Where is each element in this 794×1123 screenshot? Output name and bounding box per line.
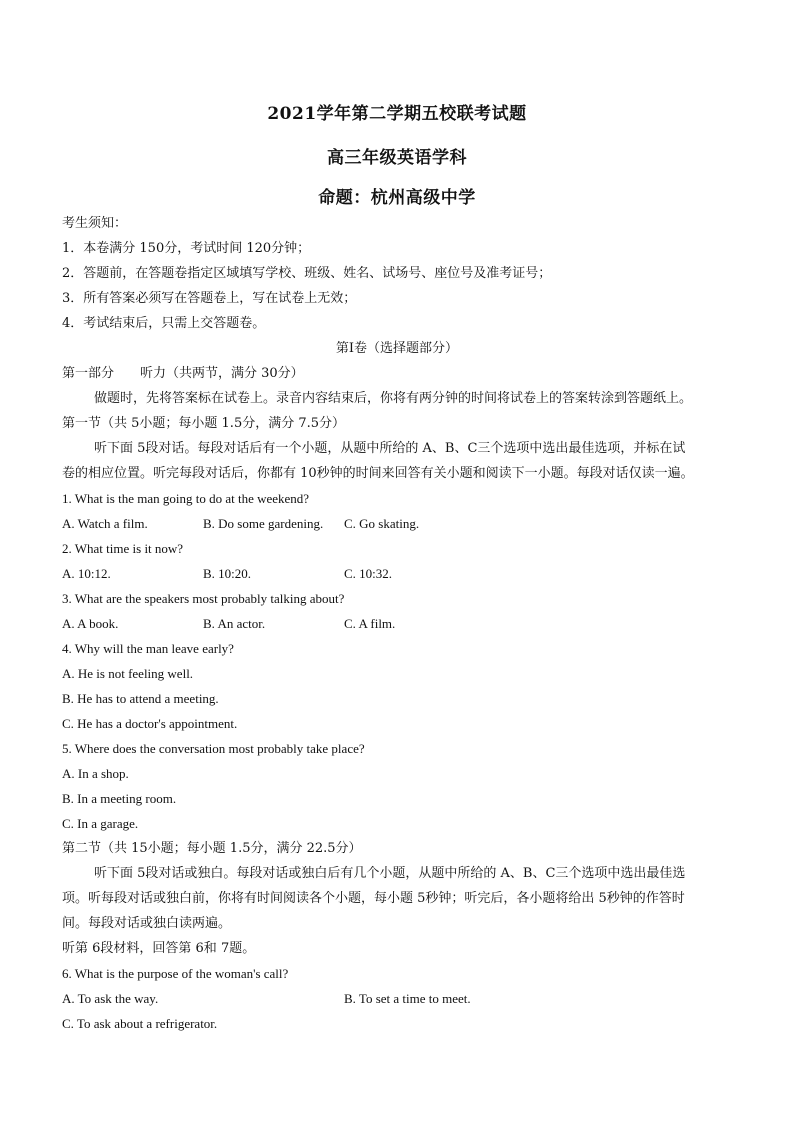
option-b: B. He has to attend a meeting. <box>62 691 219 706</box>
option-b: B. An actor. <box>203 616 266 631</box>
section2-instruction: 间。每段对话或独白读两遍。 <box>62 916 232 931</box>
option-c: C. A film. <box>344 616 396 631</box>
option-a: A. A book. <box>62 616 119 631</box>
section1-instruction: 卷的相应位置。听完每段对话后，你都有 10秒钟的时间来回答有关小题和阅读下一小题。每段对话仅读一遍。 <box>62 466 694 481</box>
option-b: B. 10:20. <box>203 566 252 581</box>
option-a: A. In a shop. <box>62 766 129 781</box>
question-6: 6. What is the purpose of the woman's call? <box>62 966 289 981</box>
question-3: 3. What are the speakers most probably talking about? <box>62 591 345 606</box>
option-a: A. To ask the way. <box>62 991 159 1006</box>
option-b: B. To set a time to meet. <box>344 991 471 1006</box>
option-c: C. In a garage. <box>62 816 139 831</box>
note-item: 4．考试结束后，只需上交答题卷。 <box>62 316 266 331</box>
section2-instruction: 听下面 5段对话或独白。每段对话或独白后有几个小题，从题中所给的 A、B、C三个选项中选出最佳选 <box>94 866 686 881</box>
exam-author: 命题：杭州高级中学 <box>318 188 476 208</box>
part1-title: 第一部分 听力（共两节，满分 30分） <box>62 366 304 381</box>
option-c: C. He has a doctor's appointment. <box>62 716 238 731</box>
note-item: 3．所有答案必须写在答题卷上，写在试卷上无效； <box>62 291 357 306</box>
exam-title: 2021学年第二学期五校联考试题 <box>267 104 527 124</box>
section2-title: 第二节（共 15小题；每小题 1.5分，满分 22.5分） <box>62 841 362 856</box>
option-b: B. Do some gardening. <box>203 516 324 531</box>
material-6-heading: 听第 6段材料，回答第 6和 7题。 <box>62 941 256 956</box>
option-c: C. To ask about a refrigerator. <box>62 1016 218 1031</box>
exam-subtitle: 高三年级英语学科 <box>327 148 467 168</box>
option-c: C. 10:32. <box>344 566 393 581</box>
note-item: 1．本卷满分 150分，考试时间 120分钟； <box>62 241 311 256</box>
note-item: 2．答题前，在答题卷指定区域填写学校、班级、姓名、试场号、座位号及准考证号； <box>62 266 552 281</box>
option-a: A. 10:12. <box>62 566 111 581</box>
question-4: 4. Why will the man leave early? <box>62 641 234 656</box>
section1-title: 第一节（共 5小题；每小题 1.5分，满分 7.5分） <box>62 416 346 431</box>
section2-instruction: 项。听每段对话或独白前，你将有时间阅读各个小题，每小题 5秒钟；听完后，各小题将给出 5秒钟的作答时 <box>62 891 685 906</box>
volume-heading: 第Ⅰ卷（选择题部分） <box>335 341 459 356</box>
notes-heading: 考生须知： <box>62 216 128 231</box>
question-1: 1. What is the man going to do at the weekend? <box>62 491 310 506</box>
part1-instruction: 做题时，先将答案标在试卷上。录音内容结束后，你将有两分钟的时间将试卷上的答案转涂到答题纸上。 <box>94 391 693 406</box>
option-b: B. In a meeting room. <box>62 791 177 806</box>
option-a: A. He is not feeling well. <box>62 666 194 681</box>
option-c: C. Go skating. <box>344 516 420 531</box>
section1-instruction: 听下面 5段对话。每段对话后有一个小题，从题中所给的 A、B、C三个选项中选出最佳选项，并标在试 <box>94 441 686 456</box>
question-2: 2. What time is it now? <box>62 541 184 556</box>
question-5: 5. Where does the conversation most probably take place? <box>62 741 365 756</box>
option-a: A. Watch a film. <box>62 516 148 531</box>
